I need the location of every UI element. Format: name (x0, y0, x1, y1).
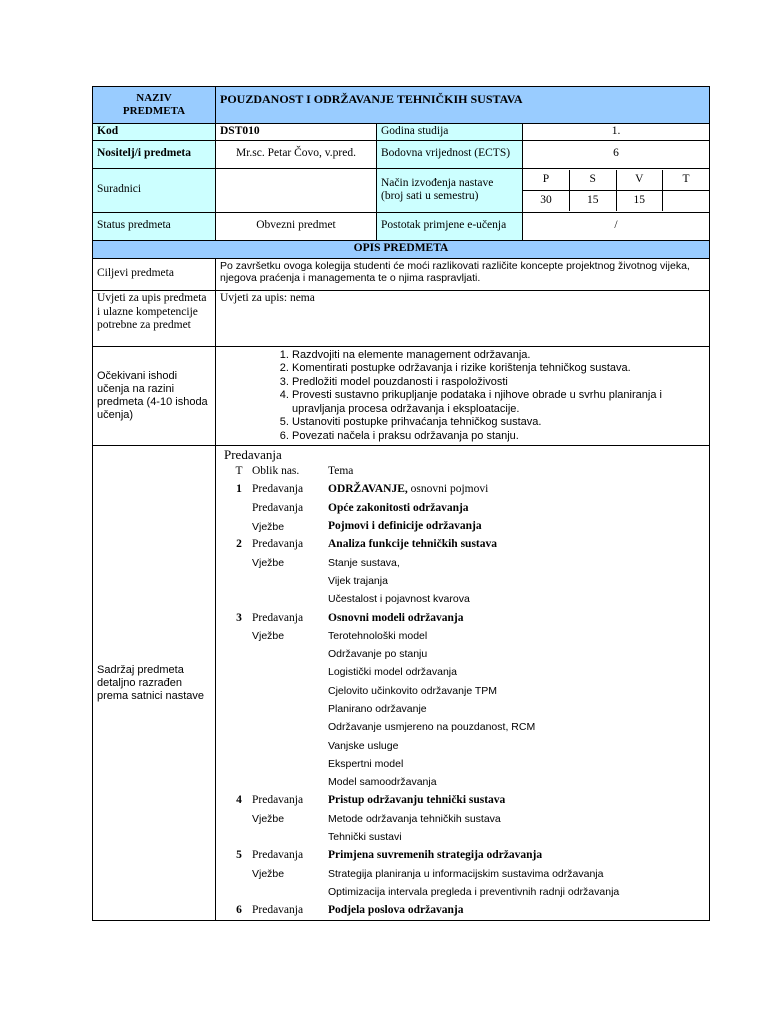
schedule-head-oblik: Oblik nas. (252, 465, 300, 478)
schedule-row (220, 701, 709, 719)
schedule-tema-bold: Pojmovi i definicije održavanja (328, 520, 482, 533)
schedule-tema-text: Vanjske usluge (328, 739, 399, 752)
hours-value-s: 15 (570, 190, 617, 211)
status-value: Obvezni predmet (216, 212, 377, 240)
schedule-tema (328, 703, 709, 717)
hours-value-t (663, 190, 710, 211)
hours-grid (523, 168, 710, 212)
naziv-predmeta-label: NAZIV PREDMETA (93, 87, 216, 124)
schedule-tema-text: Učestalost i pojavnost kvarova (328, 593, 470, 606)
ciljevi-text: Po završetku ovoga kolegija studenti će moći razlikovati različite koncepte projektnog životnog vijeka, njegova praćenja i managementa te o njima raspravljati. (216, 258, 710, 290)
schedule-oblik: Vježbe (252, 520, 285, 533)
schedule-tema-text: Stanje sustava, (328, 556, 400, 569)
schedule-tema-text: Ekspertni model (328, 757, 404, 770)
opis-predmeta-heading: OPIS PREDMETA (93, 240, 710, 258)
kod-label: Kod (93, 124, 216, 141)
schedule-oblik: Vježbe (252, 868, 285, 881)
schedule-row (220, 774, 709, 792)
schedule-tema (328, 538, 709, 552)
schedule-tema (328, 520, 709, 534)
schedule-row (220, 682, 709, 700)
schedule-tema-text: Održavanje po stanju (328, 648, 428, 661)
ishod-item: 1. Razdvojiti na elemente management održavanja. (292, 349, 705, 363)
schedule-row (220, 591, 709, 609)
schedule-row (220, 884, 709, 902)
schedule-row (220, 829, 709, 847)
schedule-tema (328, 813, 709, 827)
schedule-tema (328, 630, 709, 644)
hours-head-t: T (663, 170, 710, 191)
hours-head-v: V (616, 170, 663, 191)
schedule-row (220, 811, 709, 829)
hours-value-v: 15 (616, 190, 663, 211)
schedule-oblik: Predavanja (252, 501, 304, 514)
hours-head-p: P (523, 170, 570, 191)
nositelj-value: Mr.sc. Petar Čovo, v.pred. (216, 140, 377, 168)
ects-value: 6 (523, 140, 710, 168)
schedule-tema-bold: Primjena suvremenih strategija održavanja (328, 849, 543, 862)
schedule-tema (328, 886, 709, 900)
ishodi-cell (216, 346, 710, 446)
schedule-week: 3 (236, 611, 242, 624)
ishod-item: 6. Povezati načela i praksu održavanja po stanju. (292, 430, 705, 444)
uvjeti-text: Uvjeti za upis: nema (216, 290, 710, 346)
schedule-row (220, 664, 709, 682)
schedule-tema-bold: Opće zakonitosti održavanja (328, 501, 469, 514)
schedule-title: Predavanja (224, 447, 282, 463)
sadrzaj-label: Sadržaj predmeta detaljno razrađen prema satnici nastave (93, 446, 216, 921)
course-title: POUZDANOST I ODRŽAVANJE TEHNIČKIH SUSTAVA (216, 87, 710, 124)
schedule-tema-text: Terotehnološki model (328, 629, 428, 642)
ishod-item: 2. Komentirati postupke održavanja i rizike korištenja tehničkog sustava. (292, 362, 705, 376)
ects-label: Bodovna vrijednost (ECTS) (377, 140, 523, 168)
schedule-oblik: Predavanja (252, 483, 304, 496)
ishod-item: 5. Ustanoviti postupke prihvaćanja tehničkog sustava. (292, 416, 705, 430)
suradnici-value (216, 168, 377, 212)
ishod-item: 3. Predložiti model pouzdanosti i raspoloživosti (292, 376, 705, 390)
schedule-row (220, 865, 709, 883)
schedule-week: 4 (236, 794, 242, 807)
schedule-tema-text: Cjelovito učinkovito održavanje TPM (328, 684, 498, 697)
schedule-oblik: Predavanja (252, 794, 304, 807)
schedule-tema (328, 648, 709, 662)
schedule-tema (328, 483, 709, 497)
schedule-row (220, 499, 709, 517)
schedule-tema-text: Strategija planiranja u informacijskim sustavima održavanja (328, 867, 604, 880)
schedule-row (220, 756, 709, 774)
schedule-tema (328, 502, 709, 516)
schedule-tema (328, 868, 709, 882)
schedule-row (220, 646, 709, 664)
nacin-label: Način izvođenja nastave (broj sati u semestru) (377, 168, 523, 212)
schedule-week: 2 (236, 538, 242, 551)
schedule-cell (216, 446, 710, 921)
ishodi-list (220, 349, 705, 444)
schedule-tema-text: Održavanje usmjereno na pouzdanost, RCM (328, 721, 536, 734)
schedule-week: 6 (236, 904, 242, 917)
schedule-tema (328, 557, 709, 571)
schedule-tema (328, 593, 709, 607)
schedule-tema (328, 849, 709, 863)
schedule-tema-text: Vijek trajanja (328, 574, 388, 587)
schedule-oblik: Predavanja (252, 849, 304, 862)
godina-value: 1. (523, 124, 710, 141)
hours-value-p: 30 (523, 190, 570, 211)
schedule-row (220, 628, 709, 646)
schedule-tema-text: osnovni pojmovi (407, 483, 489, 496)
schedule-row (220, 481, 709, 499)
schedule-oblik: Predavanja (252, 904, 304, 917)
ishod-item: 4. Provesti sustavno prikupljanje podataka i njihove obrade u svrhu planiranja i upravljanja procesa održavanja i eksploatacije. (292, 389, 705, 416)
schedule-tema-bold: Analiza funkcije tehničkih sustava (328, 538, 498, 551)
schedule-week: 5 (236, 849, 242, 862)
kod-value: DST010 (216, 124, 377, 141)
schedule-tema-text: Tehnički sustavi (328, 831, 402, 844)
schedule-oblik: Vježbe (252, 813, 285, 826)
schedule-tema-bold: Pristup održavanju tehnički sustava (328, 794, 506, 807)
schedule-head-t: T (235, 465, 243, 478)
schedule-row (220, 902, 709, 920)
schedule-row (220, 737, 709, 755)
postotak-label: Postotak primjene e-učenja (377, 212, 523, 240)
schedule-row (220, 609, 709, 627)
schedule-tema-text: Metode održavanja tehničkih sustava (328, 812, 501, 825)
ciljevi-label: Ciljevi predmeta (93, 258, 216, 290)
schedule-tema (328, 740, 709, 754)
suradnici-label: Suradnici (93, 168, 216, 212)
postotak-value: / (523, 212, 710, 240)
schedule-head-tema: Tema (328, 465, 354, 478)
schedule-week: 1 (236, 483, 242, 496)
schedule-tema (328, 612, 709, 626)
schedule-tema-text: Planirano održavanje (328, 703, 427, 715)
schedule-rows (220, 481, 709, 920)
schedule-row (220, 518, 709, 536)
schedule-tema-text: Logistički model održavanja (328, 666, 457, 679)
schedule-oblik: Predavanja (252, 611, 304, 624)
schedule-tema-bold: Podjela poslova održavanja (328, 904, 464, 917)
schedule-tema (328, 666, 709, 680)
nositelj-label: Nositelj/i predmeta (93, 140, 216, 168)
schedule-oblik: Predavanja (252, 538, 304, 551)
schedule-row (220, 573, 709, 591)
schedule-tema-bold: ODRŽAVANJE, (328, 483, 408, 496)
uvjeti-label: Uvjeti za upis predmeta i ulazne kompetencije potrebne za predmet (93, 290, 216, 346)
status-label: Status predmeta (93, 212, 216, 240)
schedule-tema (328, 776, 709, 790)
schedule-tema (328, 794, 709, 808)
schedule-oblik: Vježbe (252, 557, 285, 570)
schedule-tema (328, 904, 709, 918)
schedule-oblik: Vježbe (252, 630, 285, 643)
godina-label: Godina studija (377, 124, 523, 141)
schedule-tema (328, 721, 709, 735)
schedule-row (220, 719, 709, 737)
schedule-tema-text: Optimizacija intervala pregleda i preventivnih radnji održavanja (328, 885, 620, 898)
schedule-tema (328, 575, 709, 589)
schedule-row (220, 536, 709, 554)
schedule-row (220, 554, 709, 572)
schedule-row (220, 847, 709, 865)
schedule-tema (328, 685, 709, 699)
hours-head-s: S (570, 170, 617, 191)
schedule-header (220, 463, 709, 481)
schedule-tema (328, 758, 709, 772)
schedule-tema-bold: Osnovni modeli održavanja (328, 611, 464, 624)
schedule-tema-text: Model samoodržavanja (328, 776, 437, 789)
schedule-tema (328, 831, 709, 845)
course-syllabus-table (92, 86, 710, 921)
schedule-row (220, 792, 709, 810)
ishodi-label: Očekivani ishodi učenja na razini predmeta (4-10 ishoda učenja) (93, 346, 216, 446)
